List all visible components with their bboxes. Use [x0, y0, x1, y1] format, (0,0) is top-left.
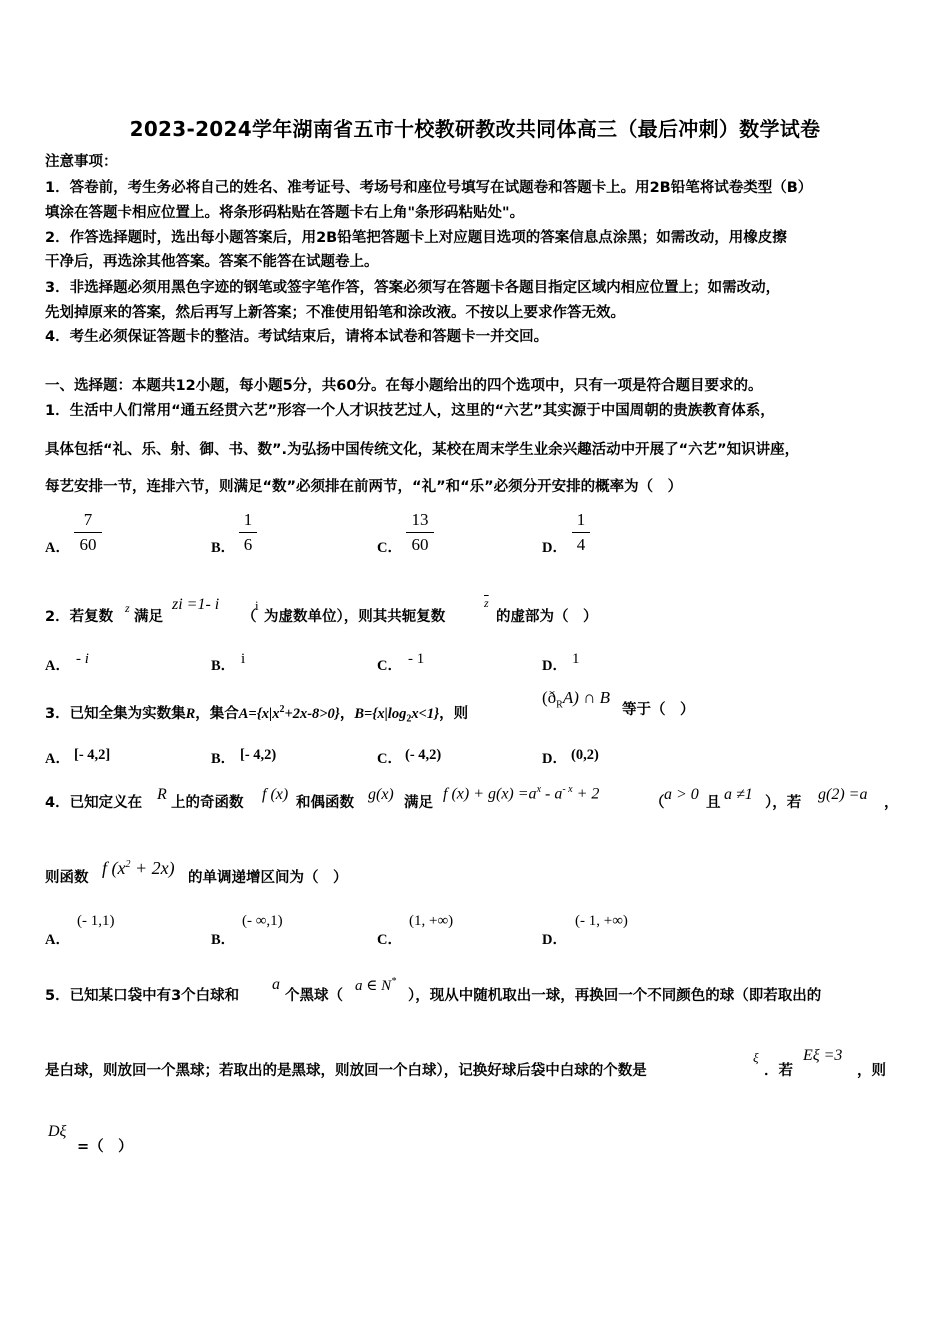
option-value: - i — [76, 651, 89, 667]
set-A-exponent: 2 — [279, 704, 285, 715]
question-1-line: 每艺安排一节，连排六节，则满足“数”必须排在前两节，“礼”和“乐”必须分开安排的概率为（ ） — [45, 479, 683, 495]
set-A-rest: +2x-8>0} — [284, 705, 340, 722]
math-variance: Dξ — [48, 1123, 67, 1140]
question-1-line: 1．生活中人们常用“通五经贯六艺”形容一个人才识技艺过人，这里的“六艺”其实源于中国周朝的贵族教育体系， — [45, 403, 775, 419]
question-2-text: 2．若复数 — [45, 609, 114, 625]
fraction-numerator: 1 — [243, 510, 253, 529]
notice-line: 4．考生必须保证答题卡的整洁。考试结束后，请将本试卷和答题卡一并交回。 — [45, 329, 549, 345]
fraction-numerator: 1 — [576, 510, 586, 529]
option-value: 1 — [572, 651, 580, 667]
question-4-text: 则函数 — [45, 870, 89, 886]
equation-part: + 2 — [572, 785, 600, 803]
math-i: i — [255, 598, 259, 613]
question-3-text: 3．已知全集为实数集 — [45, 705, 186, 722]
option-label: A． — [45, 932, 70, 948]
option-label: A． — [45, 751, 70, 767]
fraction-denominator: 6 — [243, 535, 253, 554]
option-label: C． — [377, 658, 402, 674]
math-z: z — [125, 601, 130, 615]
option-label: D． — [542, 751, 567, 767]
question-3-text: ， — [339, 705, 355, 722]
set-B: B={x|log — [354, 705, 407, 722]
function-part: f (x — [102, 858, 126, 878]
question-4-text: 满足 — [404, 795, 433, 811]
option-label: B． — [211, 540, 236, 556]
equation-part: f (x) + g(x) =a — [443, 785, 537, 803]
option-label: A． — [45, 540, 70, 556]
condition-part: a ∈ N — [355, 978, 392, 994]
option-value: [- 4,2] — [74, 747, 111, 763]
option-label: B． — [211, 658, 236, 674]
option-value: (- ∞,1) — [242, 913, 283, 929]
question-5-text: =（ ） — [77, 1139, 133, 1155]
equation-exponent: x — [536, 784, 542, 795]
notice-line: 3．非选择题必须用黑色字迹的钢笔或签字笔作答，答案必须写在答题卡各题目指定区域内相应位置上；如需改动， — [45, 280, 781, 296]
question-4-text: ， — [884, 795, 899, 811]
fraction-numerator: 7 — [83, 510, 93, 529]
question-2-text: （ — [242, 609, 257, 625]
option-value: (0,2) — [571, 747, 599, 763]
fraction-denominator: 4 — [576, 535, 586, 554]
math-g: g(x) — [368, 786, 394, 803]
math-condition: a ≠1 — [724, 786, 753, 803]
section-heading: 一、选择题：本题共12小题，每小题5分，共60分。在每小题给出的四个选项中，只有一项是符合题目要求的。 — [45, 378, 763, 394]
question-3-text: ，则 — [439, 705, 469, 722]
question-5-text: 5．已知某口袋中有3个白球和 — [45, 988, 240, 1004]
question-2-text: 的虚部为（ ） — [496, 609, 598, 625]
fraction-bar — [74, 532, 102, 533]
equation-exponent: - x — [562, 784, 573, 795]
set-B-log-base: 2 — [406, 713, 412, 725]
math-condition: a > 0 — [664, 786, 699, 803]
question-5-text: ．若 — [764, 1063, 793, 1079]
option-label: B． — [211, 751, 236, 767]
question-4-text: 上的奇函数 — [171, 795, 244, 811]
option-value: - 1 — [408, 651, 425, 667]
complement-rest: A) ∩ B — [562, 688, 611, 707]
question-4-text: 且 — [706, 795, 721, 811]
math-function — [102, 858, 175, 879]
math-f: f (x) — [262, 786, 289, 803]
math-equation: zi =1- i — [172, 596, 220, 613]
math-R: R — [185, 705, 196, 722]
option-value: i — [241, 651, 246, 667]
notice-line: 1．答卷前，考生务必将自己的姓名、准考证号、考场号和座位号填写在试题卷和答题卡上。用2B铅笔将试卷类型（B） — [45, 180, 813, 196]
set-A: A={x|x — [238, 705, 280, 722]
math-equation — [443, 784, 599, 803]
notice-line: 填涂在答题卡相应位置上。将条形码粘贴在答题卡右上角"条形码粘贴处"。 — [45, 205, 525, 221]
option-label: D． — [542, 540, 567, 556]
condition-exponent: * — [391, 976, 397, 987]
fraction-bar — [406, 532, 434, 533]
question-3-line — [45, 700, 468, 730]
fraction-denominator: 60 — [79, 535, 97, 554]
question-5-text: 是白球，则放回一个黑球；若取出的是黑球，则放回一个白球），记换好球后袋中白球的个数是 — [45, 1063, 647, 1079]
option-label: A． — [45, 658, 70, 674]
option-fraction — [406, 510, 434, 555]
function-part: + 2x) — [130, 858, 175, 878]
math-expression — [542, 688, 610, 710]
option-value: (1, +∞) — [409, 913, 454, 929]
question-4-text: 的单调递增区间为（ ） — [188, 870, 348, 886]
notice-line: 2．作答选择题时，选出每小题答案后，用2B铅笔把答题卡上对应题目选项的答案信息点涂黑；如需改动，用橡皮擦 — [45, 230, 787, 246]
fraction-bar — [572, 532, 590, 533]
equation-part: - a — [541, 785, 563, 803]
question-5-text: ），现从中随机取出一球，再换回一个不同颜色的球（即若取出的 — [408, 988, 822, 1004]
math-xi: ξ — [753, 1050, 759, 1065]
option-value: (- 1,1) — [77, 913, 115, 929]
option-fraction — [74, 510, 102, 555]
complement-subscript: R — [556, 699, 563, 711]
option-label: C． — [377, 932, 402, 948]
question-2-text: 为虚数单位），则其共轭复数 — [264, 609, 446, 625]
option-value: [- 4,2) — [240, 747, 277, 763]
notice-line: 干净后，再选涂其他答案。答案不能答在试题卷上。 — [45, 254, 379, 270]
option-label: C． — [377, 751, 402, 767]
question-5-text: ，则 — [857, 1063, 886, 1079]
question-3-text: ，集合 — [195, 705, 239, 722]
math-expectation: Eξ =3 — [803, 1047, 843, 1064]
page-title: 2023-2024学年湖南省五市十校教研教改共同体高三（最后冲刺）数学试卷 — [129, 117, 821, 141]
option-value: (- 1, +∞) — [575, 913, 628, 929]
math-condition: g(2) =a — [818, 786, 868, 803]
question-4-text: （ — [650, 795, 665, 811]
option-fraction — [572, 510, 590, 555]
complement-open: (ð — [542, 688, 557, 707]
notice-heading: 注意事项： — [45, 154, 118, 170]
fraction-denominator: 60 — [411, 535, 429, 554]
set-B-rest: x<1} — [411, 705, 440, 722]
option-label: D． — [542, 658, 567, 674]
question-2-text: 满足 — [134, 609, 163, 625]
math-R: R — [157, 786, 167, 803]
math-condition — [355, 976, 396, 995]
option-fraction — [239, 510, 257, 555]
question-3-text: 等于（ ） — [622, 702, 695, 718]
option-label: B． — [211, 932, 236, 948]
notice-line: 先划掉原来的答案，然后再写上新答案；不准使用铅笔和涂改液。不按以上要求作答无效。 — [45, 305, 625, 321]
option-label: D． — [542, 932, 567, 948]
question-4-text: ），若 — [765, 795, 802, 811]
function-exponent: 2 — [125, 859, 131, 870]
question-4-text: 和偶函数 — [296, 795, 354, 811]
math-a: a — [272, 976, 280, 993]
question-1-line: 具体包括“礼、乐、射、御、书、数”.为弘扬中国传统文化，某校在周末学生业余兴趣活动中开展了“六艺”知识讲座， — [45, 442, 800, 458]
fraction-numerator: 13 — [411, 510, 429, 529]
option-label: C． — [377, 540, 402, 556]
option-value: (- 4,2) — [405, 747, 442, 763]
question-4-text: 4．已知定义在 — [45, 795, 143, 811]
math-z-conjugate: $\overline{z}$ — [484, 596, 489, 610]
fraction-bar — [239, 532, 257, 533]
question-5-text: 个黑球（ — [285, 988, 343, 1004]
